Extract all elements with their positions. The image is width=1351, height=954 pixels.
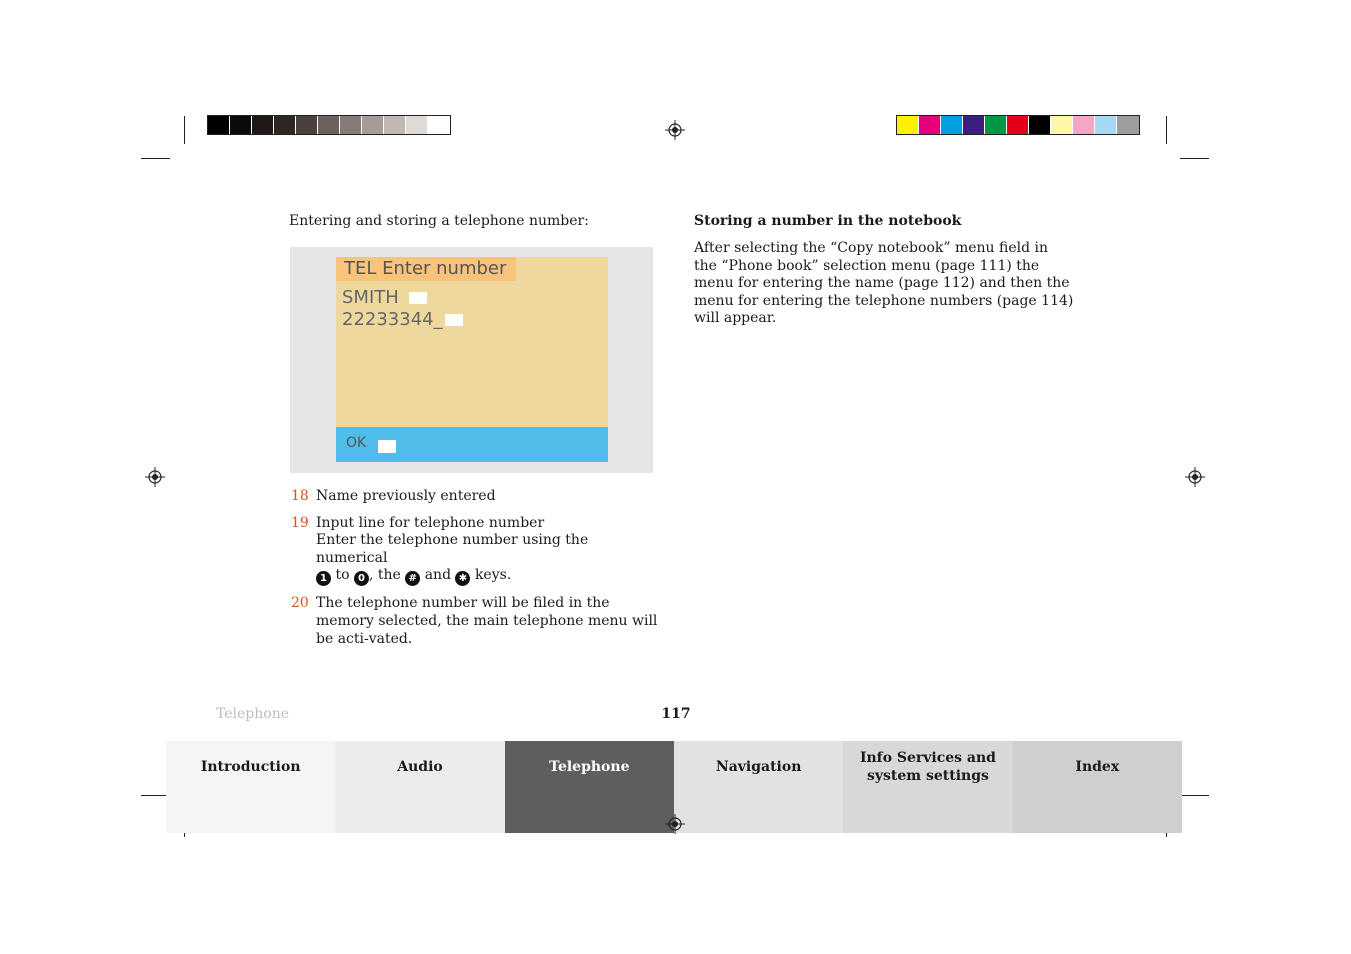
color-swatch: [897, 116, 919, 134]
list-item: [289, 488, 659, 506]
color-swatch: [1117, 116, 1139, 134]
gray-scale-bar: [207, 115, 451, 135]
screen-title: TEL Enter number: [336, 257, 516, 281]
color-swatch: [428, 116, 450, 134]
display-screen: [336, 257, 608, 462]
tab-telephone[interactable]: Telephone: [505, 741, 674, 833]
color-swatch: [274, 116, 296, 134]
crop-mark: [184, 116, 185, 144]
color-swatch: [362, 116, 384, 134]
item-text: The telephone number will be filed in the memory selected, the main telephone menu will be acti-vated.: [316, 595, 658, 647]
crop-mark: [1166, 116, 1167, 144]
tab-navigation[interactable]: Navigation: [674, 741, 843, 833]
crop-mark: [1180, 158, 1209, 159]
color-swatch: [230, 116, 252, 134]
display-screenshot: [290, 247, 653, 473]
screen-number-text: 22233344_: [342, 309, 443, 330]
tab-index[interactable]: Index: [1013, 741, 1182, 833]
callout-marker: [445, 314, 463, 326]
item-text: Input line for telephone number: [316, 514, 545, 531]
screen-name-text: SMITH: [342, 287, 399, 308]
crop-mark: [141, 158, 170, 159]
color-swatch: [296, 116, 318, 134]
tab-introduction[interactable]: Introduction: [166, 741, 335, 833]
tab-audio[interactable]: Audio: [335, 741, 504, 833]
color-swatch: [340, 116, 362, 134]
callout-marker: [378, 440, 396, 453]
screen-name-line: [342, 287, 427, 308]
item-number: 19: [291, 514, 309, 531]
color-swatch: [985, 116, 1007, 134]
page-number: 117: [661, 706, 691, 722]
color-swatch: [1007, 116, 1029, 134]
intro-text: Entering and storing a telephone number:: [289, 213, 589, 229]
color-swatch: [1029, 116, 1051, 134]
key-star-icon: ✱: [455, 571, 470, 586]
color-swatch: [384, 116, 406, 134]
callout-list: [289, 488, 659, 657]
screen-soft-bar: [336, 427, 608, 462]
color-swatch: [1051, 116, 1073, 134]
key-1-icon: 1: [316, 571, 331, 586]
list-item: [289, 515, 659, 587]
section-paragraph: After selecting the “Copy notebook” menu field in the “Phone book” selection menu (page 111) the menu for entering the name (page 112) and then the menu for entering the telephone numbers (page 114) will appear.: [694, 240, 1074, 327]
crop-mark: [1180, 795, 1209, 796]
color-swatch: [406, 116, 428, 134]
color-swatch: [963, 116, 985, 134]
color-swatch: [1073, 116, 1095, 134]
item-number: 20: [291, 595, 309, 612]
section-heading: Storing a number in the notebook: [694, 213, 962, 229]
color-swatch: [252, 116, 274, 134]
item-number: 18: [291, 488, 309, 504]
running-section-label: Telephone: [216, 706, 290, 722]
color-swatch: [1095, 116, 1117, 134]
key-0-icon: 0: [354, 571, 369, 586]
color-swatch: [318, 116, 340, 134]
list-item: [289, 595, 659, 648]
screen-number-line: [342, 309, 463, 330]
registration-target-icon: [145, 467, 165, 487]
item-keys-line: 1 to 0 , the # and ✱ keys.: [316, 567, 659, 586]
callout-marker: [409, 292, 427, 304]
registration-target-icon: [1185, 467, 1205, 487]
registration-target-icon: [665, 814, 685, 834]
softkey-ok: OK: [346, 435, 367, 451]
color-swatch: [919, 116, 941, 134]
item-text: Enter the telephone number using the numerical: [316, 532, 589, 566]
item-text: Name previously entered: [316, 488, 496, 504]
tab-info-services[interactable]: Info Services and system settings: [843, 741, 1012, 833]
color-swatch: [941, 116, 963, 134]
color-bar: [896, 115, 1140, 135]
color-swatch: [208, 116, 230, 134]
registration-target-icon: [665, 120, 685, 140]
key-hash-icon: #: [405, 571, 420, 586]
